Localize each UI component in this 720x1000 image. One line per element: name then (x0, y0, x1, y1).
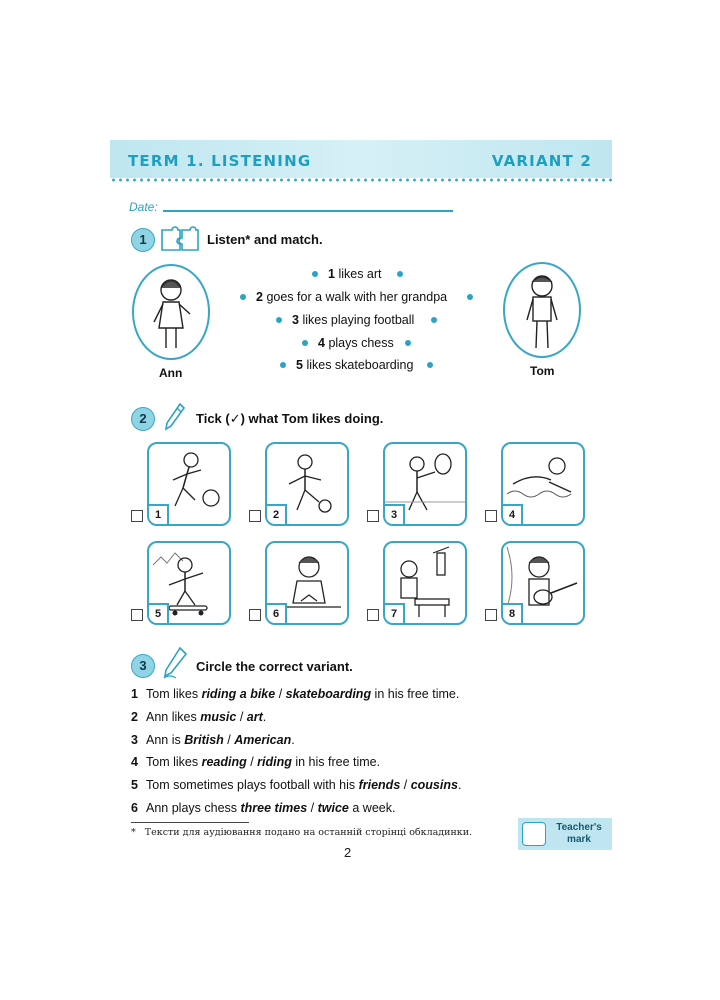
picture-4-swimming (501, 442, 585, 526)
footnote: * Тексти для аудіювання подано на останній сторінці обкладинки. (131, 827, 473, 838)
match-dot-right-4[interactable] (405, 340, 411, 346)
match-item-2: 2 goes for a walk with her grandpa (256, 290, 448, 304)
picture-number: 8 (503, 603, 523, 623)
header-term-title: TERM 1. LISTENING (128, 152, 312, 170)
match-item-1: 1 likes art (328, 267, 382, 281)
tom-portrait (503, 262, 581, 358)
picture-number: 1 (149, 504, 169, 524)
tick-box-2[interactable] (249, 510, 261, 522)
task2-title: Tick (✓) what Tom likes doing. (196, 411, 384, 426)
tom-name-label: Tom (530, 364, 555, 378)
match-dot-left-2[interactable] (240, 294, 246, 300)
match-item-5: 5 likes skateboarding (296, 358, 414, 372)
match-dot-left-1[interactable] (312, 271, 318, 277)
option-a[interactable]: reading (201, 755, 247, 769)
tick-box-7[interactable] (367, 609, 379, 621)
option-a[interactable]: friends (358, 778, 401, 792)
match-dot-left-4[interactable] (302, 340, 308, 346)
pen-icon (162, 646, 188, 680)
page-number: 2 (344, 845, 352, 860)
tick-box-3[interactable] (367, 510, 379, 522)
pencil-icon (164, 402, 186, 432)
picture-7-painting (383, 541, 467, 625)
ann-name-label: Ann (159, 366, 183, 380)
sentence-4: 4 Tom likes reading / riding in his free time. (131, 755, 381, 769)
picture-1-football (147, 442, 231, 526)
boy-figure-icon (505, 264, 579, 356)
option-b[interactable]: riding (257, 755, 292, 769)
match-dot-left-3[interactable] (276, 317, 282, 323)
date-label: Date: (129, 200, 158, 214)
puzzle-icon (160, 226, 200, 252)
footnote-divider (131, 822, 249, 823)
picture-3-tennis (383, 442, 467, 526)
sentence-5: 5 Tom sometimes plays football with his friends / cousins. (131, 778, 462, 792)
date-input-line[interactable] (163, 210, 453, 212)
tick-box-1[interactable] (131, 510, 143, 522)
task1-number-badge: 1 (131, 228, 155, 252)
picture-number: 6 (267, 603, 287, 623)
picture-number: 3 (385, 504, 405, 524)
ann-portrait (132, 264, 210, 360)
match-item-3: 3 likes playing football (292, 313, 415, 327)
tick-box-5[interactable] (131, 609, 143, 621)
sentence-3: 3 Ann is British / American. (131, 733, 295, 747)
tick-box-6[interactable] (249, 609, 261, 621)
option-a[interactable]: British (184, 733, 224, 747)
match-item-4: 4 plays chess (318, 336, 394, 350)
picture-number: 4 (503, 504, 523, 524)
picture-6-reading (265, 541, 349, 625)
option-b[interactable]: American (234, 733, 292, 747)
match-dot-right-1[interactable] (397, 271, 403, 277)
picture-2-football-kick (265, 442, 349, 526)
task2-number-badge: 2 (131, 407, 155, 431)
picture-number: 5 (149, 603, 169, 623)
teacher-mark-label: Teacher's mark (556, 822, 602, 845)
task1-title: Listen* and match. (207, 232, 323, 247)
picture-8-guitar (501, 541, 585, 625)
girl-figure-icon (134, 266, 208, 358)
option-b[interactable]: cousins (410, 778, 458, 792)
option-b[interactable]: art (246, 710, 263, 724)
teacher-mark-box[interactable] (522, 822, 546, 846)
option-b[interactable]: skateboarding (285, 687, 372, 701)
header-dotted-divider (110, 178, 612, 182)
match-dot-left-5[interactable] (280, 362, 286, 368)
match-dot-right-5[interactable] (427, 362, 433, 368)
tick-box-8[interactable] (485, 609, 497, 621)
header-variant-title: VARIANT 2 (491, 152, 592, 170)
picture-number: 7 (385, 603, 405, 623)
match-dot-right-3[interactable] (431, 317, 437, 323)
option-a[interactable]: three times (240, 801, 308, 815)
task3-title: Circle the correct variant. (196, 659, 353, 674)
match-dot-right-2[interactable] (467, 294, 473, 300)
option-b[interactable]: twice (317, 801, 349, 815)
option-a[interactable]: music (200, 710, 237, 724)
option-a[interactable]: riding a bike (201, 687, 276, 701)
picture-number: 2 (267, 504, 287, 524)
picture-5-skateboarding (147, 541, 231, 625)
sentence-6: 6 Ann plays chess three times / twice a week. (131, 801, 396, 815)
sentence-1: 1 Tom likes riding a bike / skateboarding in his free time. (131, 687, 460, 701)
tick-box-4[interactable] (485, 510, 497, 522)
sentence-2: 2 Ann likes music / art. (131, 710, 267, 724)
task3-number-badge: 3 (131, 654, 155, 678)
